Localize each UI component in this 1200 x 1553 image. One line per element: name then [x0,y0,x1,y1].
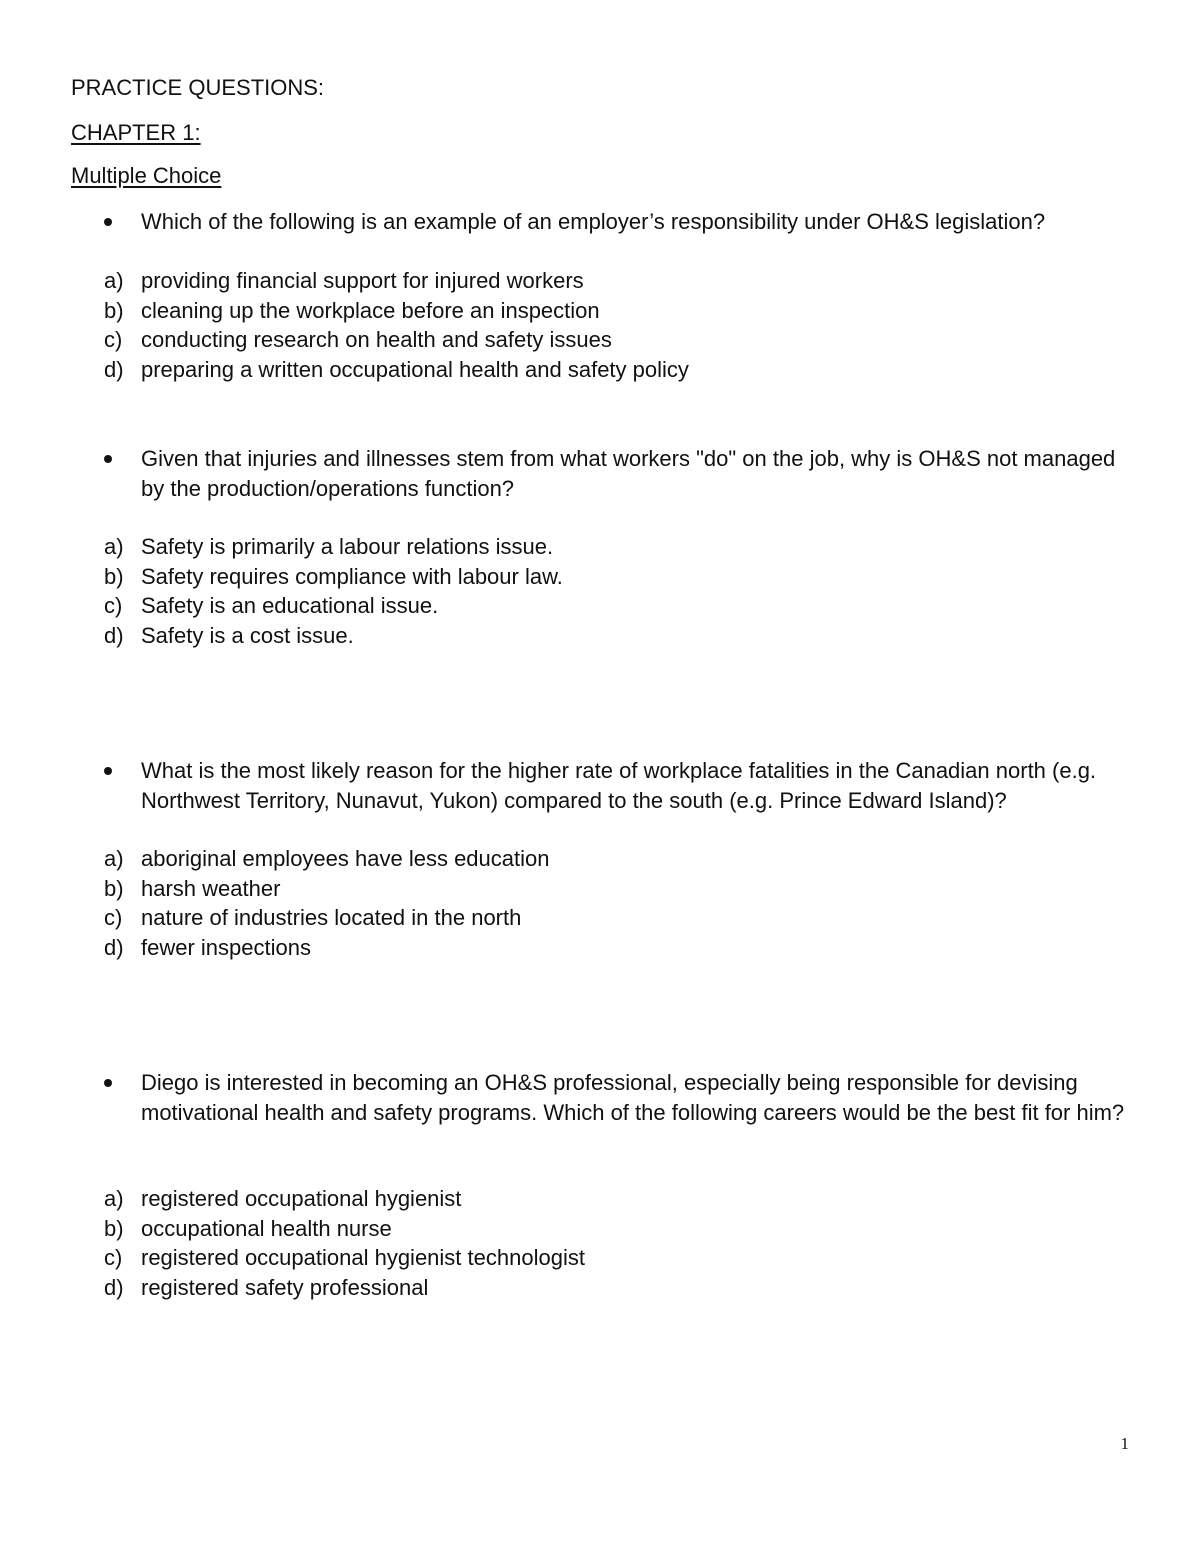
chapter-heading: CHAPTER 1: [71,120,201,145]
option-text: preparing a written occupational health and safety policy [141,356,689,382]
option-text: aboriginal employees have less education [141,846,550,871]
page-number: 1 [1120,1434,1129,1453]
option-c [104,591,1104,621]
option-a [104,844,1104,874]
option-text: providing financial support for injured workers [141,268,584,293]
question-text: What is the most likely reason for the higher rate of workplace fatalities in the Canadian north (e.g. Northwest Territory, Nunavut, Yukon) compared to the south (e.g. Prince Edward Island)? [141,758,1097,813]
option-letter: d) [104,1274,124,1300]
option-c [104,1243,1104,1273]
option-text: registered occupational hygienist [141,1186,462,1211]
option-a [104,266,1104,296]
option-text: occupational health nurse [141,1215,392,1241]
question-3-options [104,844,1104,962]
option-a [104,532,1104,562]
bullet-icon [104,767,112,775]
bullet-icon [104,1079,112,1087]
document-heading: PRACTICE QUESTIONS: [71,75,325,100]
option-text: fewer inspections [141,934,311,960]
option-c [104,903,1104,933]
bullet-icon [104,218,112,226]
option-letter: a) [104,1186,124,1211]
option-d [104,933,1104,963]
option-text: Safety requires compliance with labour law. [141,563,563,589]
option-letter: a) [104,268,124,293]
option-letter: b) [104,563,124,589]
option-text: registered occupational hygienist technologist [141,1245,585,1270]
bullet-icon [104,455,112,463]
option-d [104,1273,1104,1303]
option-text: Safety is a cost issue. [141,622,354,648]
option-letter: a) [104,846,124,871]
question-text: Given that injuries and illnesses stem from what workers "do" on the job, why is OH&S not managed by the production/operations function? [141,446,1116,501]
option-letter: c) [104,1245,123,1270]
question-text: Diego is interested in becoming an OH&S professional, especially being responsible for devising motivational health and safety programs. Which of the following careers would be the best fit for him? [141,1070,1125,1125]
option-d [104,621,1104,651]
option-b [104,874,1104,904]
option-letter: b) [104,1215,124,1241]
option-b [104,296,1104,326]
option-letter: c) [104,327,123,352]
option-text: Safety is an educational issue. [141,593,439,618]
option-b [104,562,1104,592]
section-heading: Multiple Choice [71,163,222,188]
option-text: Safety is primarily a labour relations issue. [141,534,554,559]
option-letter: d) [104,356,124,382]
option-text: cleaning up the workplace before an inspection [141,297,600,323]
option-c [104,325,1104,355]
option-letter: a) [104,534,124,559]
question-2-options [104,532,1104,650]
option-letter: d) [104,622,124,648]
option-d [104,355,1104,385]
option-letter: c) [104,905,123,930]
option-text: harsh weather [141,875,281,901]
option-b [104,1214,1104,1244]
question-1-options [104,266,1104,384]
question-text: Which of the following is an example of an employer’s responsibility under OH&S legislation? [141,209,1046,234]
option-letter: b) [104,875,124,901]
option-a [104,1184,1104,1214]
option-text: nature of industries located in the north [141,905,522,930]
option-letter: b) [104,297,124,323]
option-letter: d) [104,934,124,960]
option-letter: c) [104,593,123,618]
option-text: conducting research on health and safety issues [141,327,612,352]
question-4-options [104,1184,1104,1302]
option-text: registered safety professional [141,1274,429,1300]
